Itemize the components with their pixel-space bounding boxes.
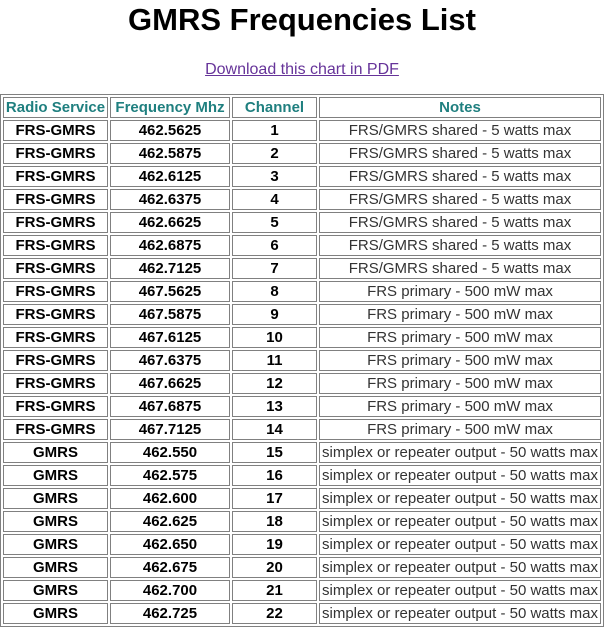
cell-radio-service: FRS-GMRS <box>3 396 108 417</box>
cell-channel: 13 <box>232 396 317 417</box>
cell-radio-service: FRS-GMRS <box>3 120 108 141</box>
header-notes: Notes <box>319 97 601 118</box>
table-row <box>3 488 601 509</box>
cell-notes: FRS/GMRS shared - 5 watts max <box>319 143 601 164</box>
cell-radio-service: FRS-GMRS <box>3 281 108 302</box>
page-title: GMRS Frequencies List <box>128 2 476 37</box>
table-row <box>3 258 601 279</box>
cell-frequency: 462.625 <box>110 511 230 532</box>
cell-channel: 6 <box>232 235 317 256</box>
cell-channel: 17 <box>232 488 317 509</box>
table-row <box>3 235 601 256</box>
table-row <box>3 442 601 463</box>
cell-channel: 15 <box>232 442 317 463</box>
download-pdf-link[interactable]: Download this chart in PDF <box>205 61 399 78</box>
table-row <box>3 603 601 624</box>
table-row <box>3 396 601 417</box>
cell-frequency: 462.575 <box>110 465 230 486</box>
cell-radio-service: GMRS <box>3 465 108 486</box>
cell-frequency: 462.600 <box>110 488 230 509</box>
cell-frequency: 467.7125 <box>110 419 230 440</box>
table-row <box>3 327 601 348</box>
pdf-link-container <box>0 60 604 80</box>
cell-notes: simplex or repeater output - 50 watts max <box>319 442 601 463</box>
table-row <box>3 212 601 233</box>
cell-channel: 5 <box>232 212 317 233</box>
cell-notes: FRS/GMRS shared - 5 watts max <box>319 189 601 210</box>
cell-channel: 10 <box>232 327 317 348</box>
cell-radio-service: FRS-GMRS <box>3 373 108 394</box>
cell-radio-service: GMRS <box>3 534 108 555</box>
cell-channel: 4 <box>232 189 317 210</box>
table-row <box>3 511 601 532</box>
cell-notes: FRS primary - 500 mW max <box>319 281 601 302</box>
cell-notes: simplex or repeater output - 50 watts max <box>319 511 601 532</box>
cell-frequency: 462.725 <box>110 603 230 624</box>
cell-notes: FRS/GMRS shared - 5 watts max <box>319 212 601 233</box>
cell-frequency: 462.700 <box>110 580 230 601</box>
cell-radio-service: FRS-GMRS <box>3 166 108 187</box>
cell-frequency: 467.6375 <box>110 350 230 371</box>
cell-notes: FRS primary - 500 mW max <box>319 419 601 440</box>
cell-notes: simplex or repeater output - 50 watts max <box>319 534 601 555</box>
cell-channel: 7 <box>232 258 317 279</box>
cell-notes: FRS/GMRS shared - 5 watts max <box>319 120 601 141</box>
cell-radio-service: GMRS <box>3 511 108 532</box>
cell-radio-service: FRS-GMRS <box>3 419 108 440</box>
cell-channel: 12 <box>232 373 317 394</box>
cell-frequency: 462.550 <box>110 442 230 463</box>
cell-radio-service: FRS-GMRS <box>3 327 108 348</box>
cell-radio-service: FRS-GMRS <box>3 143 108 164</box>
table-row <box>3 534 601 555</box>
cell-radio-service: FRS-GMRS <box>3 212 108 233</box>
header-channel: Channel <box>232 97 317 118</box>
cell-channel: 1 <box>232 120 317 141</box>
cell-radio-service: GMRS <box>3 488 108 509</box>
cell-notes: FRS/GMRS shared - 5 watts max <box>319 258 601 279</box>
header-frequency: Frequency Mhz <box>110 97 230 118</box>
cell-frequency: 462.6375 <box>110 189 230 210</box>
cell-channel: 2 <box>232 143 317 164</box>
cell-frequency: 467.6625 <box>110 373 230 394</box>
cell-notes: FRS/GMRS shared - 5 watts max <box>319 166 601 187</box>
cell-radio-service: FRS-GMRS <box>3 258 108 279</box>
cell-radio-service: GMRS <box>3 603 108 624</box>
table-row <box>3 189 601 210</box>
cell-channel: 11 <box>232 350 317 371</box>
cell-notes: FRS primary - 500 mW max <box>319 327 601 348</box>
cell-frequency: 467.5875 <box>110 304 230 325</box>
cell-radio-service: GMRS <box>3 442 108 463</box>
cell-frequency: 467.6125 <box>110 327 230 348</box>
cell-notes: FRS/GMRS shared - 5 watts max <box>319 235 601 256</box>
cell-notes: simplex or repeater output - 50 watts max <box>319 580 601 601</box>
header-radio-service: Radio Service <box>3 97 108 118</box>
cell-frequency: 467.6875 <box>110 396 230 417</box>
cell-frequency: 462.650 <box>110 534 230 555</box>
cell-frequency: 467.5625 <box>110 281 230 302</box>
cell-radio-service: FRS-GMRS <box>3 304 108 325</box>
cell-notes: FRS primary - 500 mW max <box>319 304 601 325</box>
table-body <box>3 120 601 624</box>
cell-channel: 18 <box>232 511 317 532</box>
table-row <box>3 166 601 187</box>
cell-notes: simplex or repeater output - 50 watts max <box>319 603 601 624</box>
cell-channel: 20 <box>232 557 317 578</box>
cell-radio-service: FRS-GMRS <box>3 189 108 210</box>
cell-frequency: 462.5625 <box>110 120 230 141</box>
cell-frequency: 462.6625 <box>110 212 230 233</box>
cell-frequency: 462.7125 <box>110 258 230 279</box>
table-row <box>3 143 601 164</box>
cell-channel: 14 <box>232 419 317 440</box>
cell-radio-service: GMRS <box>3 557 108 578</box>
cell-channel: 21 <box>232 580 317 601</box>
table-row <box>3 304 601 325</box>
cell-channel: 3 <box>232 166 317 187</box>
cell-radio-service: FRS-GMRS <box>3 350 108 371</box>
table-row <box>3 120 601 141</box>
cell-channel: 19 <box>232 534 317 555</box>
cell-channel: 22 <box>232 603 317 624</box>
cell-channel: 9 <box>232 304 317 325</box>
cell-notes: FRS primary - 500 mW max <box>319 396 601 417</box>
table-row <box>3 580 601 601</box>
cell-channel: 8 <box>232 281 317 302</box>
cell-notes: simplex or repeater output - 50 watts max <box>319 465 601 486</box>
cell-notes: FRS primary - 500 mW max <box>319 373 601 394</box>
cell-channel: 16 <box>232 465 317 486</box>
cell-frequency: 462.6875 <box>110 235 230 256</box>
cell-radio-service: FRS-GMRS <box>3 235 108 256</box>
table-row <box>3 557 601 578</box>
cell-radio-service: GMRS <box>3 580 108 601</box>
table-row <box>3 373 601 394</box>
cell-frequency: 462.5875 <box>110 143 230 164</box>
table-row <box>3 465 601 486</box>
cell-frequency: 462.6125 <box>110 166 230 187</box>
cell-notes: simplex or repeater output - 50 watts max <box>319 557 601 578</box>
cell-notes: FRS primary - 500 mW max <box>319 350 601 371</box>
table-row <box>3 350 601 371</box>
cell-frequency: 462.675 <box>110 557 230 578</box>
table-header-row <box>3 97 601 118</box>
table-row <box>3 281 601 302</box>
cell-notes: simplex or repeater output - 50 watts max <box>319 488 601 509</box>
table-row <box>3 419 601 440</box>
frequency-table <box>0 94 604 627</box>
